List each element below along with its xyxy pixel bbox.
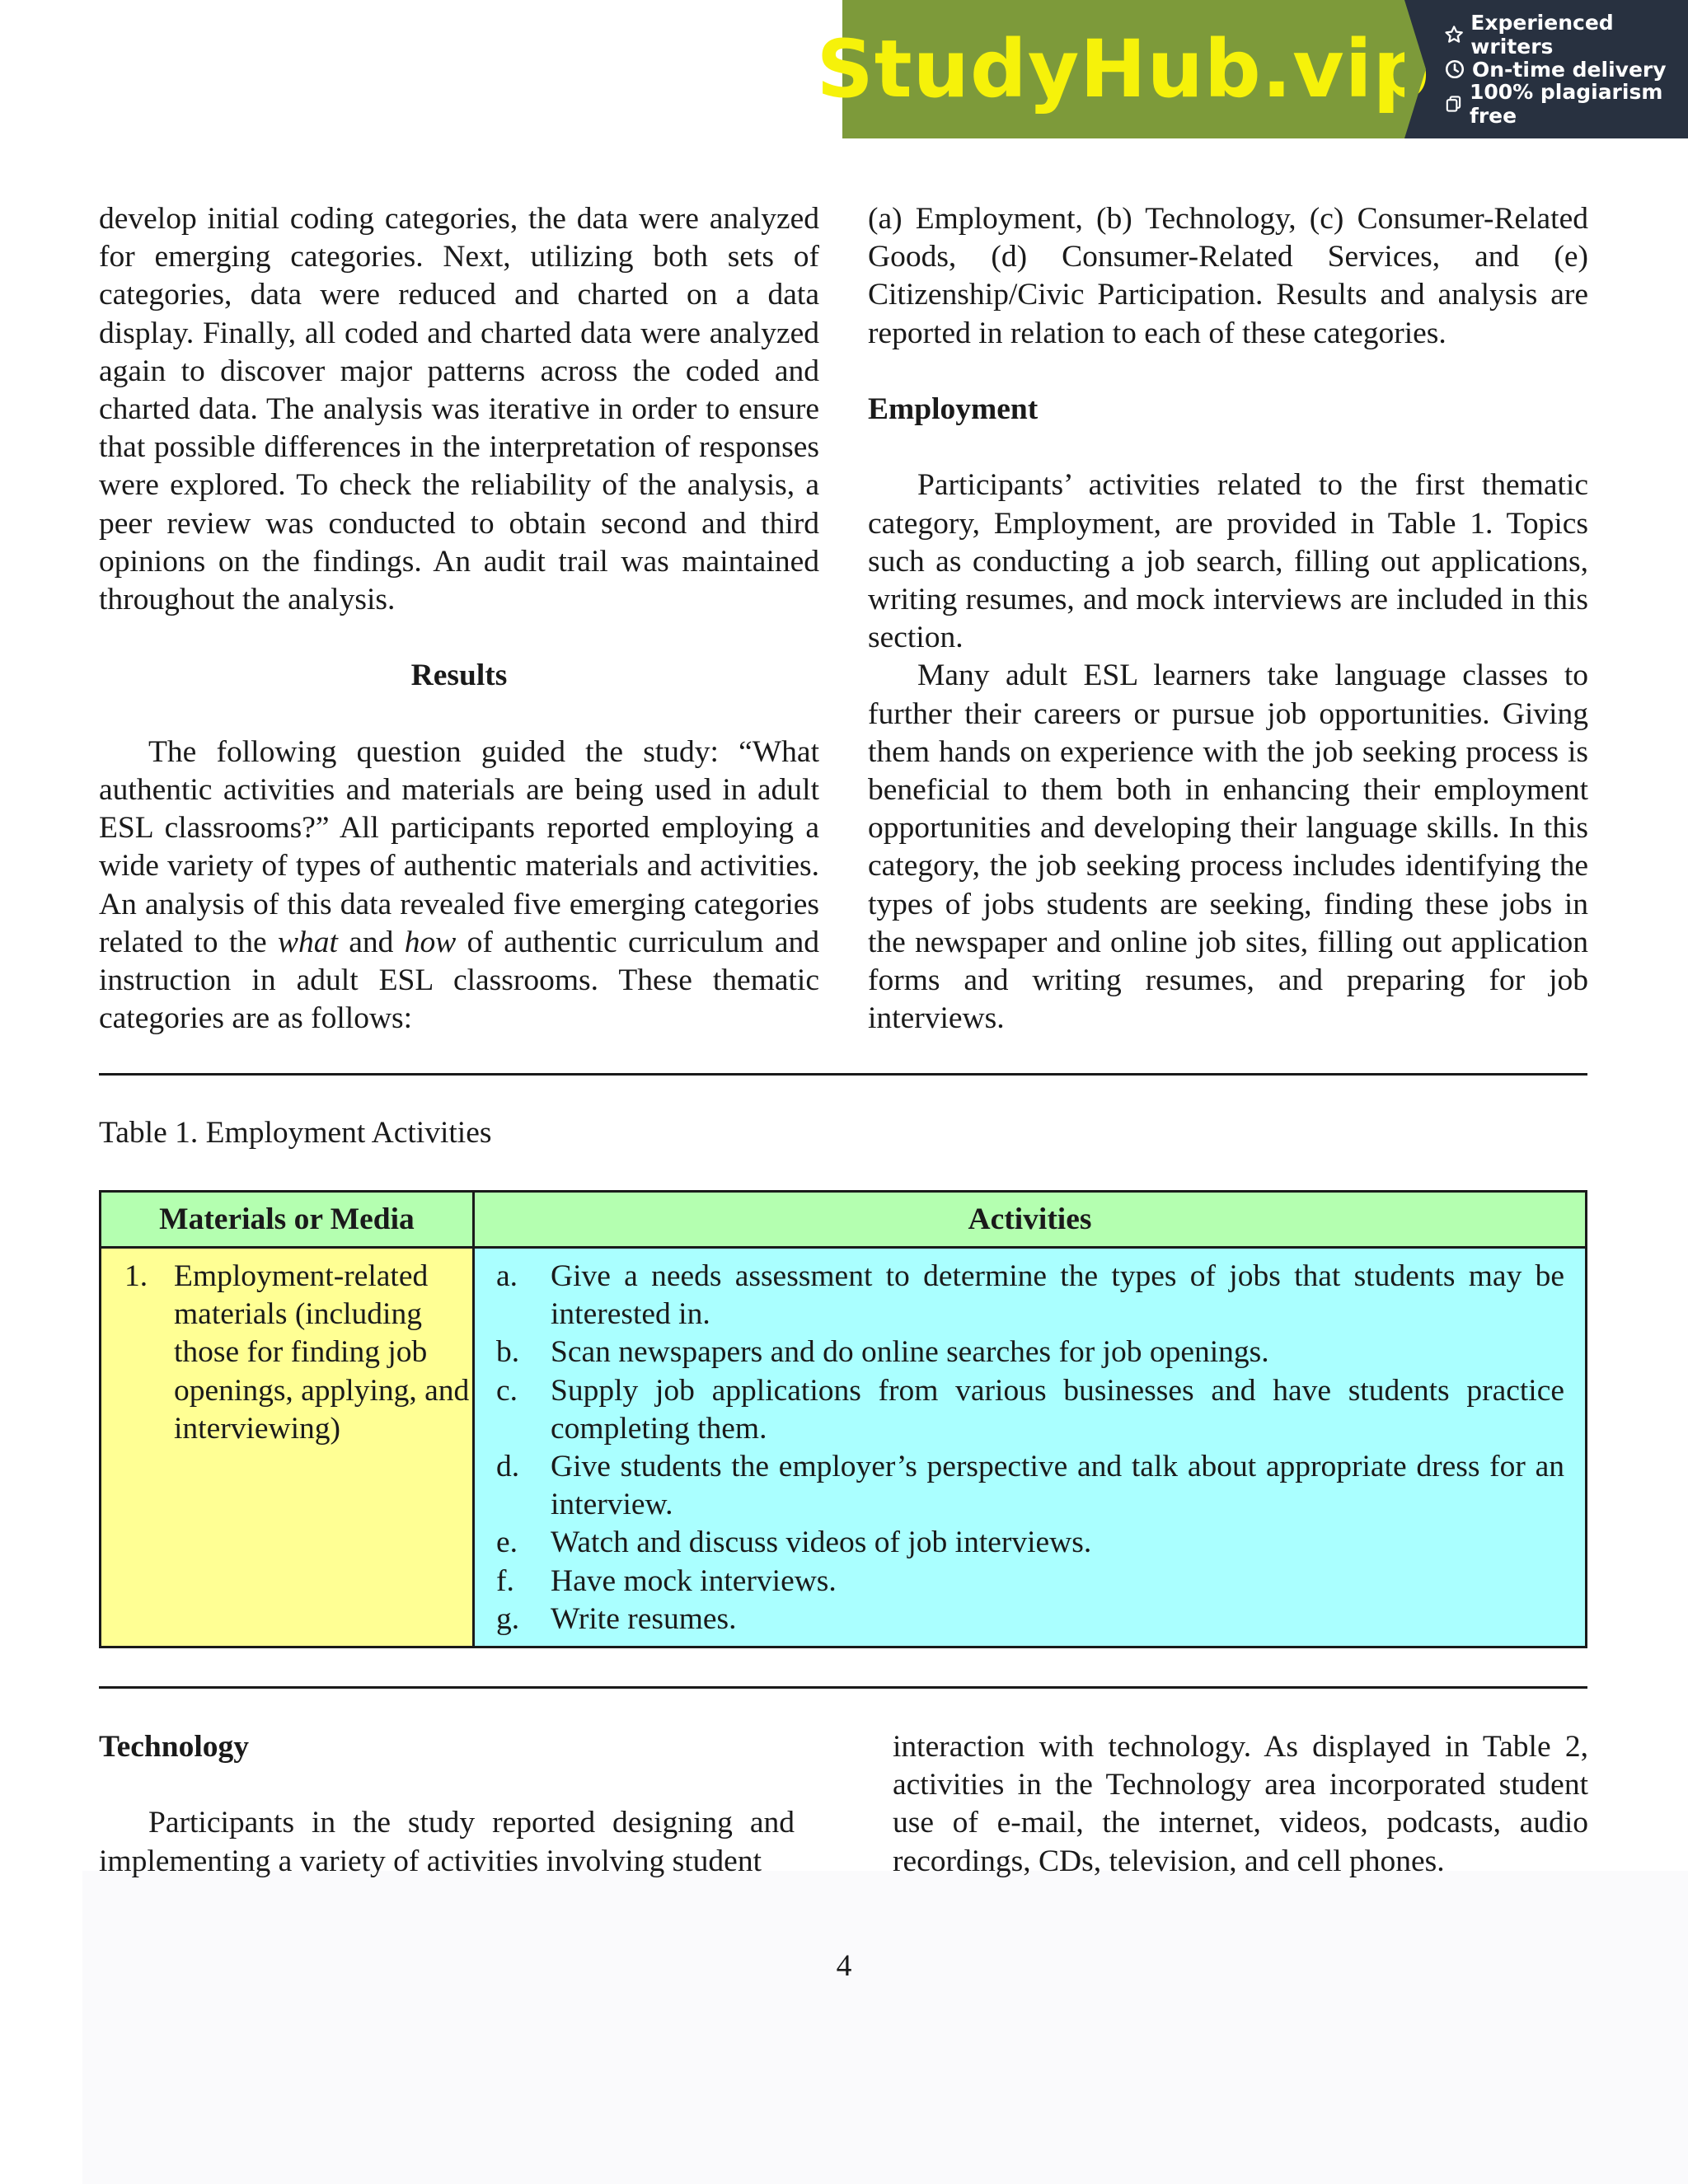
emphasis-how: how xyxy=(404,925,457,959)
studyhub-banner[interactable] xyxy=(816,0,1688,138)
feature-text: 100% plagiarism free xyxy=(1469,80,1663,128)
activities-cell xyxy=(475,1249,1585,1646)
page-number: 4 xyxy=(836,1949,852,1983)
bottom-left-column xyxy=(99,1728,795,1881)
paragraph-employment-1: Participants’ activities related to the first thematic category, Employment, are provided in Table 1. Topics such as conducting a job search, filling out applications, writing resumes, and mock interviews are included in this section. xyxy=(868,468,1588,655)
feature-plagiarism-free xyxy=(1444,80,1688,128)
star-icon xyxy=(1444,24,1464,45)
feature-text: On-time delivery xyxy=(1472,57,1667,82)
right-column xyxy=(868,200,1588,1038)
materials-cell xyxy=(101,1249,472,1646)
bottom-right-column xyxy=(893,1728,1588,1881)
table-caption: Table 1. Employment Activities xyxy=(99,1116,492,1150)
left-column xyxy=(99,200,819,1038)
paragraph-categories: (a) Employment, (b) Technology, (c) Consumer-Related Goods, (d) Consumer-Related Services, and (e) Citizenship/Civic Participation. Results and analysis are reported in relation to each of these categories. xyxy=(868,202,1588,350)
header-activities: Activities xyxy=(968,1202,1092,1236)
paragraph-methods-end: develop initial coding categories, the data were analyzed for emerging categories. Next, utilizing both sets of categories, data were reduced and charted on a data display. Finally, all coded and charted data were analyzed again to discover major patterns across the coded and charted data. The analysis was iterative in order to ensure that possible differences in the interpretation of responses were explored. To check the reliability of the analysis, a peer review was conducted to obtain second and third opinions on the findings. An audit trail was maintained throughout the analysis. xyxy=(99,202,819,617)
employment-activities-table xyxy=(99,1190,1587,1648)
list-item: g. Write resumes. xyxy=(496,1601,737,1636)
list-item: d. Give students the employer’s perspective and talk about appropriate dress for an interview. xyxy=(496,1450,1564,1522)
paragraph-technology-2: interaction with technology. As displayed in Table 2, activities in the Technology area incorporated student use of e-mail, the internet, videos, podcasts, audio recordings, CDs, television, and cell phones. xyxy=(893,1730,1588,1878)
activities-list xyxy=(496,1258,1564,1638)
feature-experienced-writers xyxy=(1444,11,1688,59)
banner-logo-area[interactable] xyxy=(816,0,1431,138)
feature-on-time-delivery xyxy=(1444,56,1688,82)
paragraph-technology-1: Participants in the study reported designing and implementing a variety of activities involving student xyxy=(99,1806,795,1878)
list-item: a. Give a needs assessment to determine the types of jobs that students may be interested in. xyxy=(496,1259,1564,1332)
emphasis-what: what xyxy=(278,925,338,959)
clock-icon xyxy=(1444,59,1465,80)
paragraph-employment-2: Many adult ESL learners take language classes to further their careers or pursue job opportunities. Giving them hands on experience with the job seeking process is beneficial to them both in enhancing their employment opportunities and developing their language skills. In this category, the job seeking process includes identifying the types of jobs students are seeking, finding these jobs in the newspaper and online job sites, filling out application forms and writing resumes, and preparing for job interviews. xyxy=(868,658,1588,1036)
employment-heading: Employment xyxy=(868,392,1039,426)
copy-icon xyxy=(1444,93,1463,115)
page-background-tint xyxy=(82,1871,1688,2184)
material-number: 1. xyxy=(124,1259,148,1293)
results-heading: Results xyxy=(410,658,508,693)
paragraph-results: The following question guided the study: “What authentic activities and materials are being used in adult ESL classrooms?” All participants reported employing a wide variety of types of authentic materials and activities. An analysis of this data revealed five emerging categories related to the what and how of authentic curriculum and instruction in adult ESL classrooms. These thematic categories are as follows: xyxy=(99,734,819,1036)
feature-text: Experienced writers xyxy=(1470,11,1614,59)
header-materials: Materials or Media xyxy=(159,1202,415,1236)
banner-features xyxy=(1404,0,1688,138)
list-item: c. Supply job applications from various businesses and have students practice completing them. xyxy=(496,1373,1564,1446)
studyhub-logo[interactable]: StudyHub.vip xyxy=(816,23,1431,115)
technology-heading: Technology xyxy=(99,1730,249,1764)
list-item: f. Have mock interviews. xyxy=(496,1563,837,1598)
list-item: b. Scan newspapers and do online searches for job openings. xyxy=(496,1335,1269,1370)
table-header-row xyxy=(101,1193,1585,1249)
divider-top xyxy=(99,1073,1587,1076)
divider-bottom xyxy=(99,1686,1587,1689)
material-text: Employment-related materials (including those for finding job openings, applying, and interviewing) xyxy=(174,1259,470,1446)
list-item: e. Watch and discuss videos of job interviews. xyxy=(496,1526,1092,1560)
table-column-divider xyxy=(472,1193,475,1646)
